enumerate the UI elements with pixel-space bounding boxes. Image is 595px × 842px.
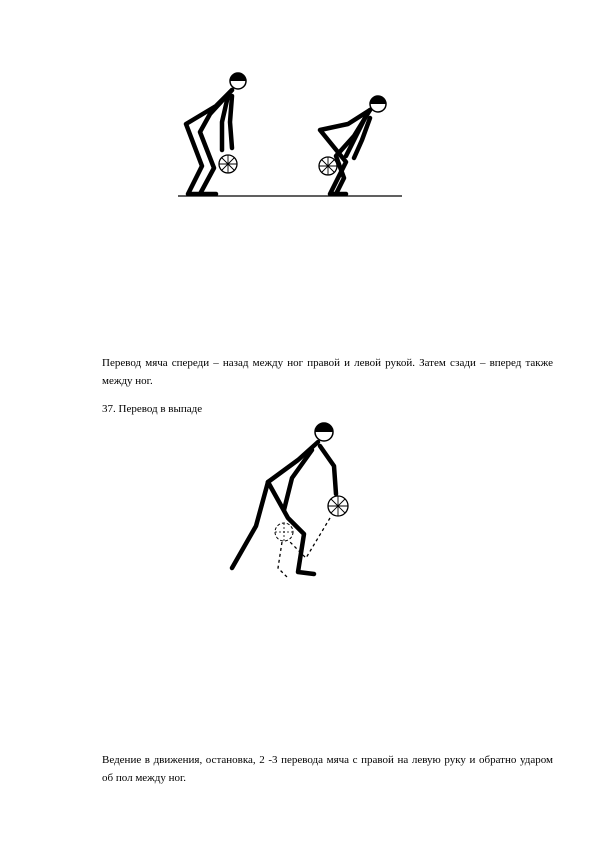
- player-1: [186, 73, 246, 194]
- paragraph-2: Ведение в движения, остановка, 2 -3 перевода мяча с правой на левую руку и обратно ударом об пол между ног.: [102, 754, 553, 784]
- figure-lunge-pass: [226, 418, 366, 580]
- paragraph-1: Перевод мяча спереди – назад между ног правой и левой рукой. Затем сзади – вперед также между ног.: [102, 357, 553, 387]
- figure-ball-between-legs: [170, 66, 410, 202]
- heading-37: 37. Перевод в выпаде: [102, 403, 203, 415]
- ball-icon: [328, 496, 348, 516]
- player-lunge: [232, 423, 336, 574]
- ball-icon: [219, 155, 237, 173]
- ghost-ball-icon: [275, 523, 293, 541]
- player-2: [319, 96, 386, 194]
- ball-icon: [319, 157, 337, 175]
